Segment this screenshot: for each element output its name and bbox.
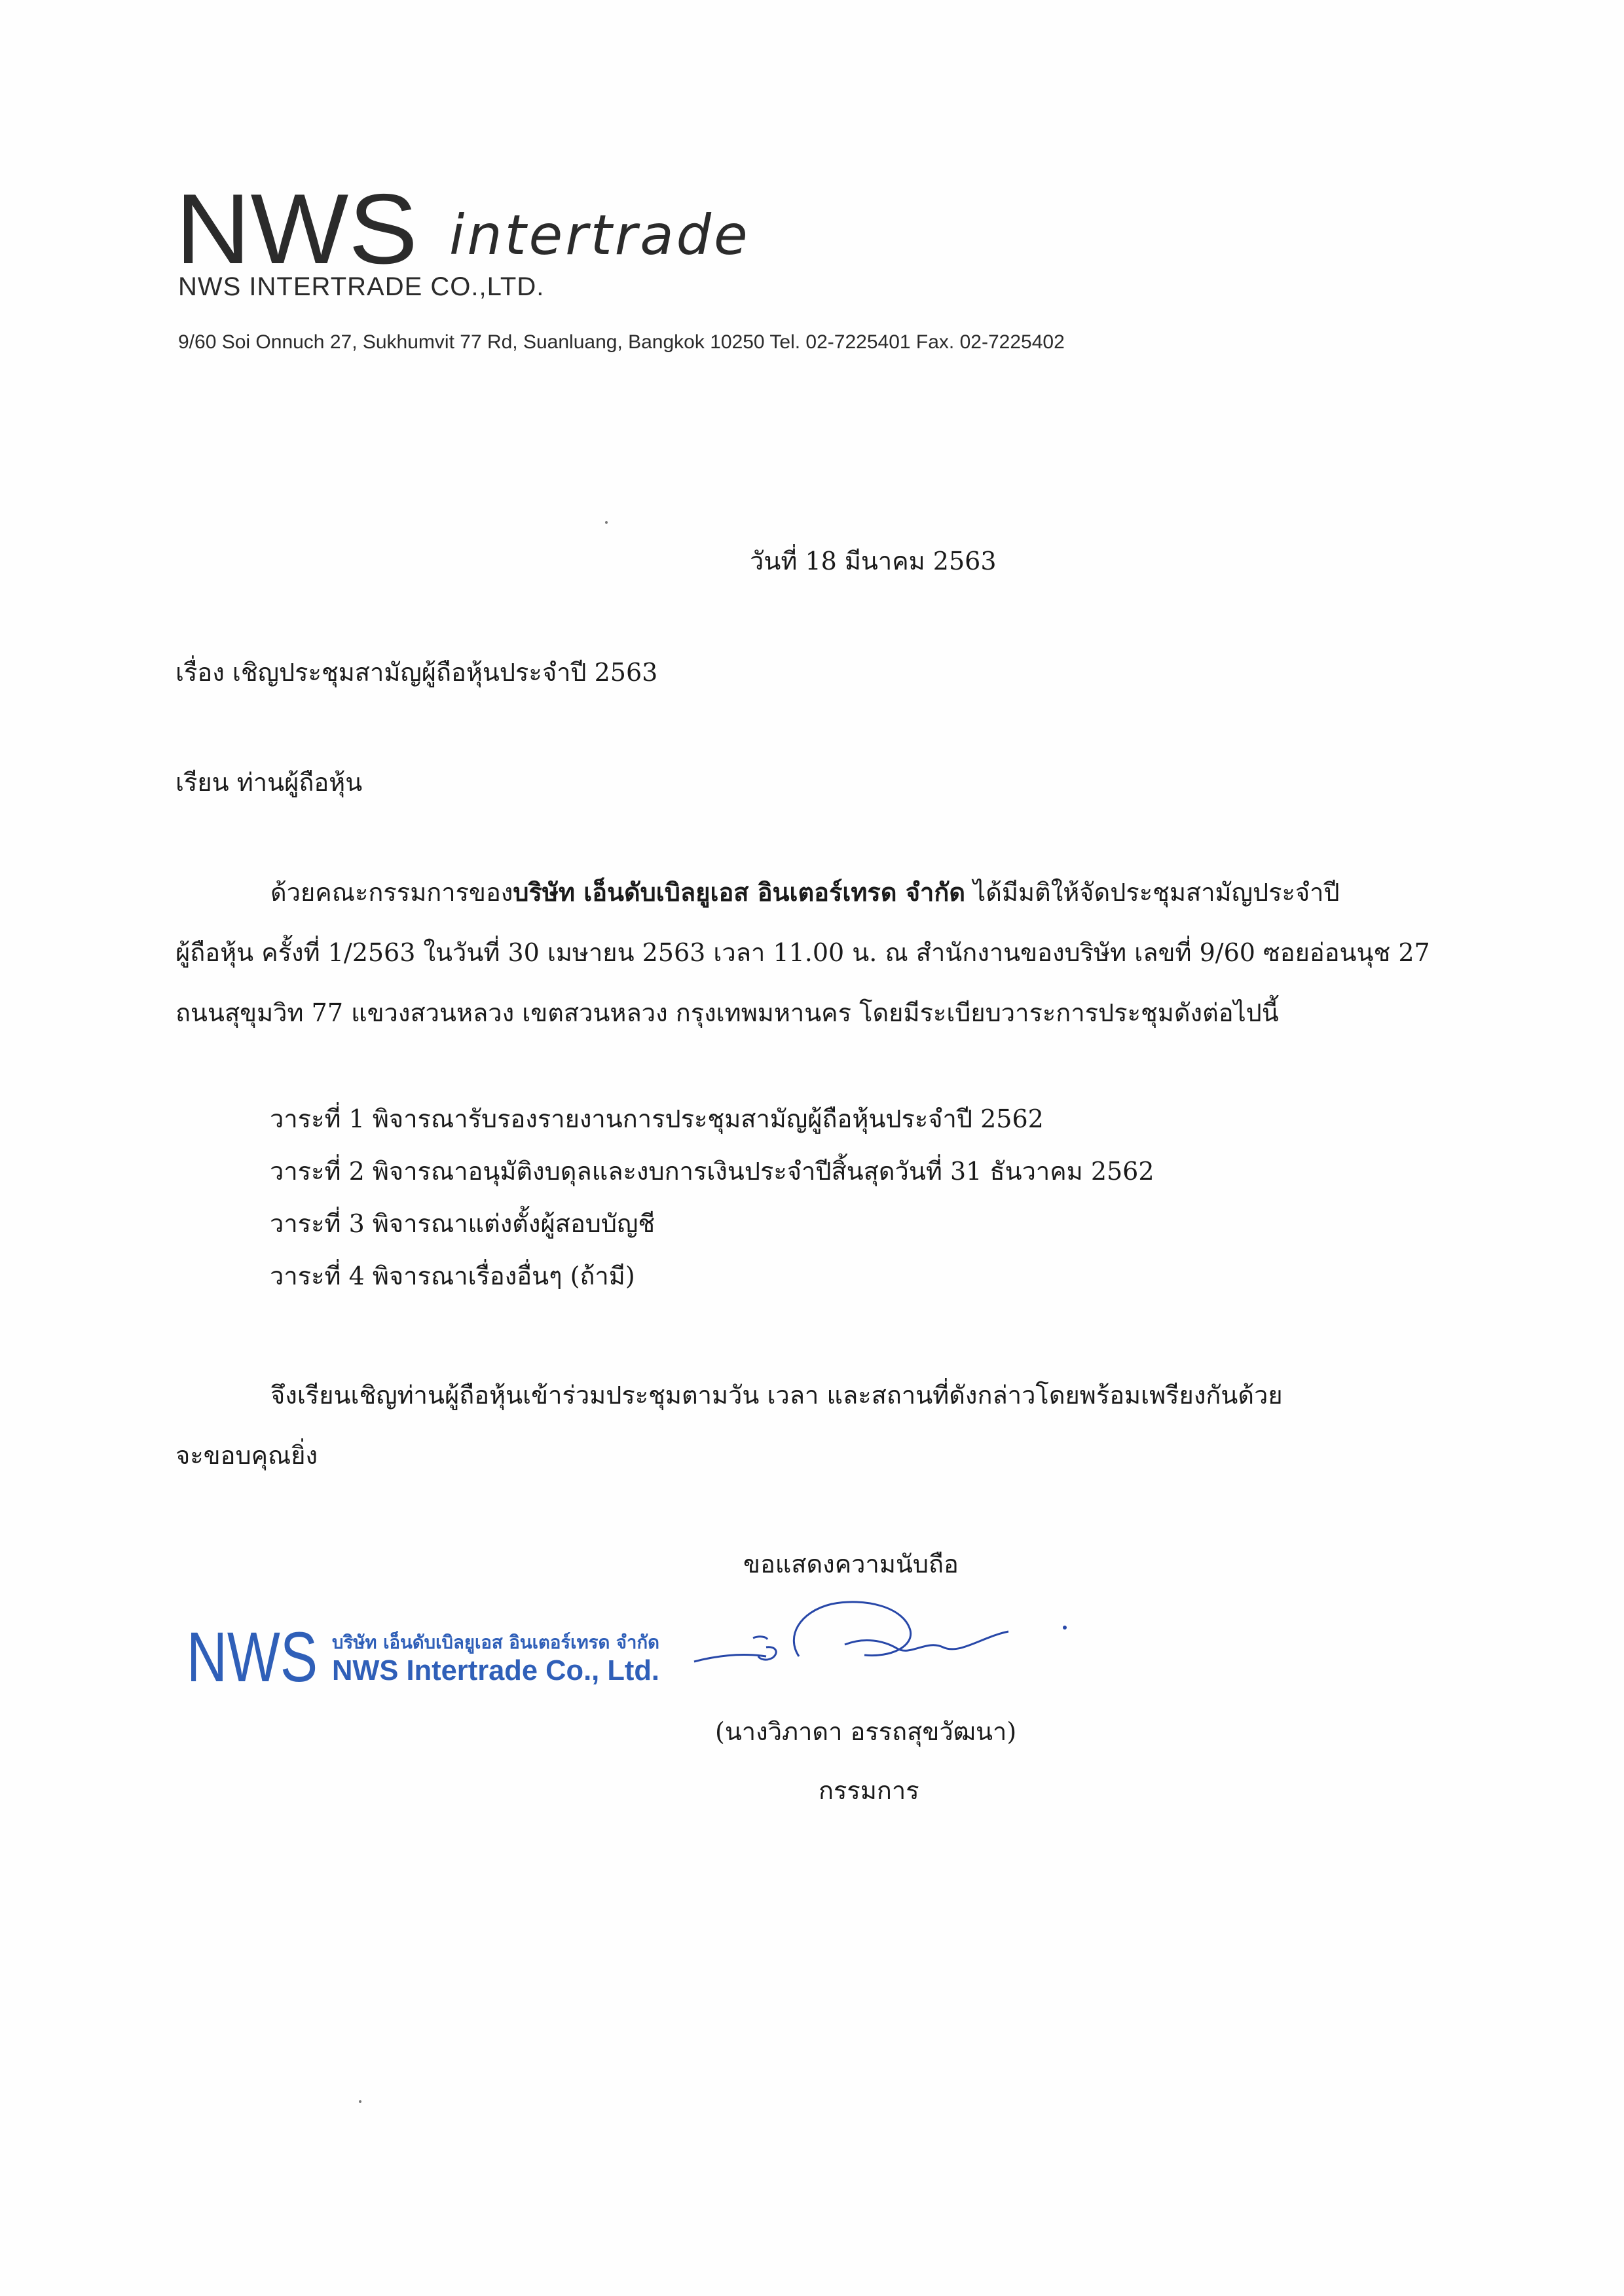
paragraph-line: จะขอบคุณยิ่ง — [175, 1441, 318, 1470]
paragraph-text: ได้มีมติให้จัดประชุมสามัญประจำปี — [965, 878, 1340, 907]
logo-word: intertrade — [449, 203, 750, 267]
company-address: 9/60 Soi Onnuch 27, Sukhumvit 77 Rd, Suanluang, Bangkok 10250 Tel. 02-7225401 Fax. 02-7225402 — [178, 331, 1065, 353]
agenda-item: วาระที่ 1 พิจารณารับรองรายงานการประชุมสามัญผู้ถือหุ้นประจำปี 2562 — [270, 1104, 1044, 1133]
agenda-item: วาระที่ 2 พิจารณาอนุมัติงบดุลและงบการเงินประจำปีสิ้นสุดวันที่ 31 ธันวาคม 2562 — [270, 1157, 1154, 1186]
signer-title: กรรมการ — [819, 1776, 919, 1805]
scan-speck — [359, 2100, 361, 2103]
agenda-item: วาระที่ 4 พิจารณาเรื่องอื่นๆ (ถ้ามี) — [270, 1262, 635, 1290]
company-name: NWS INTERTRADE CO.,LTD. — [178, 272, 545, 301]
letter-salutation: เรียน ท่านผู้ถือหุ้น — [175, 768, 363, 797]
paragraph-line: จึงเรียนเชิญท่านผู้ถือหุ้นเข้าร่วมประชุมตามวัน เวลา และสถานที่ดังกล่าวโดยพร้อมเพรียงกันด้วย — [270, 1381, 1283, 1410]
paragraph-line — [270, 872, 1340, 912]
company-stamp — [187, 1609, 684, 1707]
logo — [175, 177, 1223, 288]
company-name-thai: บริษัท เอ็นดับเบิลยูเอส อินเตอร์เทรด จำกัด — [513, 877, 966, 907]
stamp-english-name: NWS Intertrade Co., Ltd. — [332, 1654, 659, 1686]
paragraph-line: ถนนสุขุมวิท 77 แขวงสวนหลวง เขตสวนหลวง กรุงเทพมหานคร โดยมีระเบียบวาระการประชุมดังต่อไปนี้ — [175, 998, 1279, 1027]
signer-name: (นางวิภาดา อรรถสุขวัฒนา) — [715, 1717, 1017, 1746]
scan-speck — [605, 521, 608, 524]
agenda-item: วาระที่ 3 พิจารณาแต่งตั้งผู้สอบบัญชี — [270, 1209, 655, 1238]
paragraph-line: ผู้ถือหุ้น ครั้งที่ 1/2563 ในวันที่ 30 เมษายน 2563 เวลา 11.00 น. ณ สำนักงานของบริษัท เลขที่ 9/60 ซอยอ่อนนุช 27 — [175, 938, 1430, 967]
stamp-mark: NWS — [187, 1617, 318, 1696]
stamp-thai-name: บริษัท เอ็นดับเบิลยูเอส อินเตอร์เทรด จำกัด — [332, 1631, 665, 1653]
paragraph-text: ด้วยคณะกรรมการของ — [270, 878, 513, 907]
letter-date: วันที่ 18 มีนาคม 2563 — [750, 547, 997, 575]
logo-mark-text: NWS — [175, 185, 418, 268]
letter-subject: เรื่อง เชิญประชุมสามัญผู้ถือหุ้นประจำปี 2563 — [175, 658, 658, 687]
closing-phrase: ขอแสดงความนับถือ — [743, 1550, 959, 1578]
handwritten-signature — [668, 1584, 1074, 1696]
letterhead — [175, 177, 1223, 353]
nws-logo-mark — [175, 185, 451, 268]
